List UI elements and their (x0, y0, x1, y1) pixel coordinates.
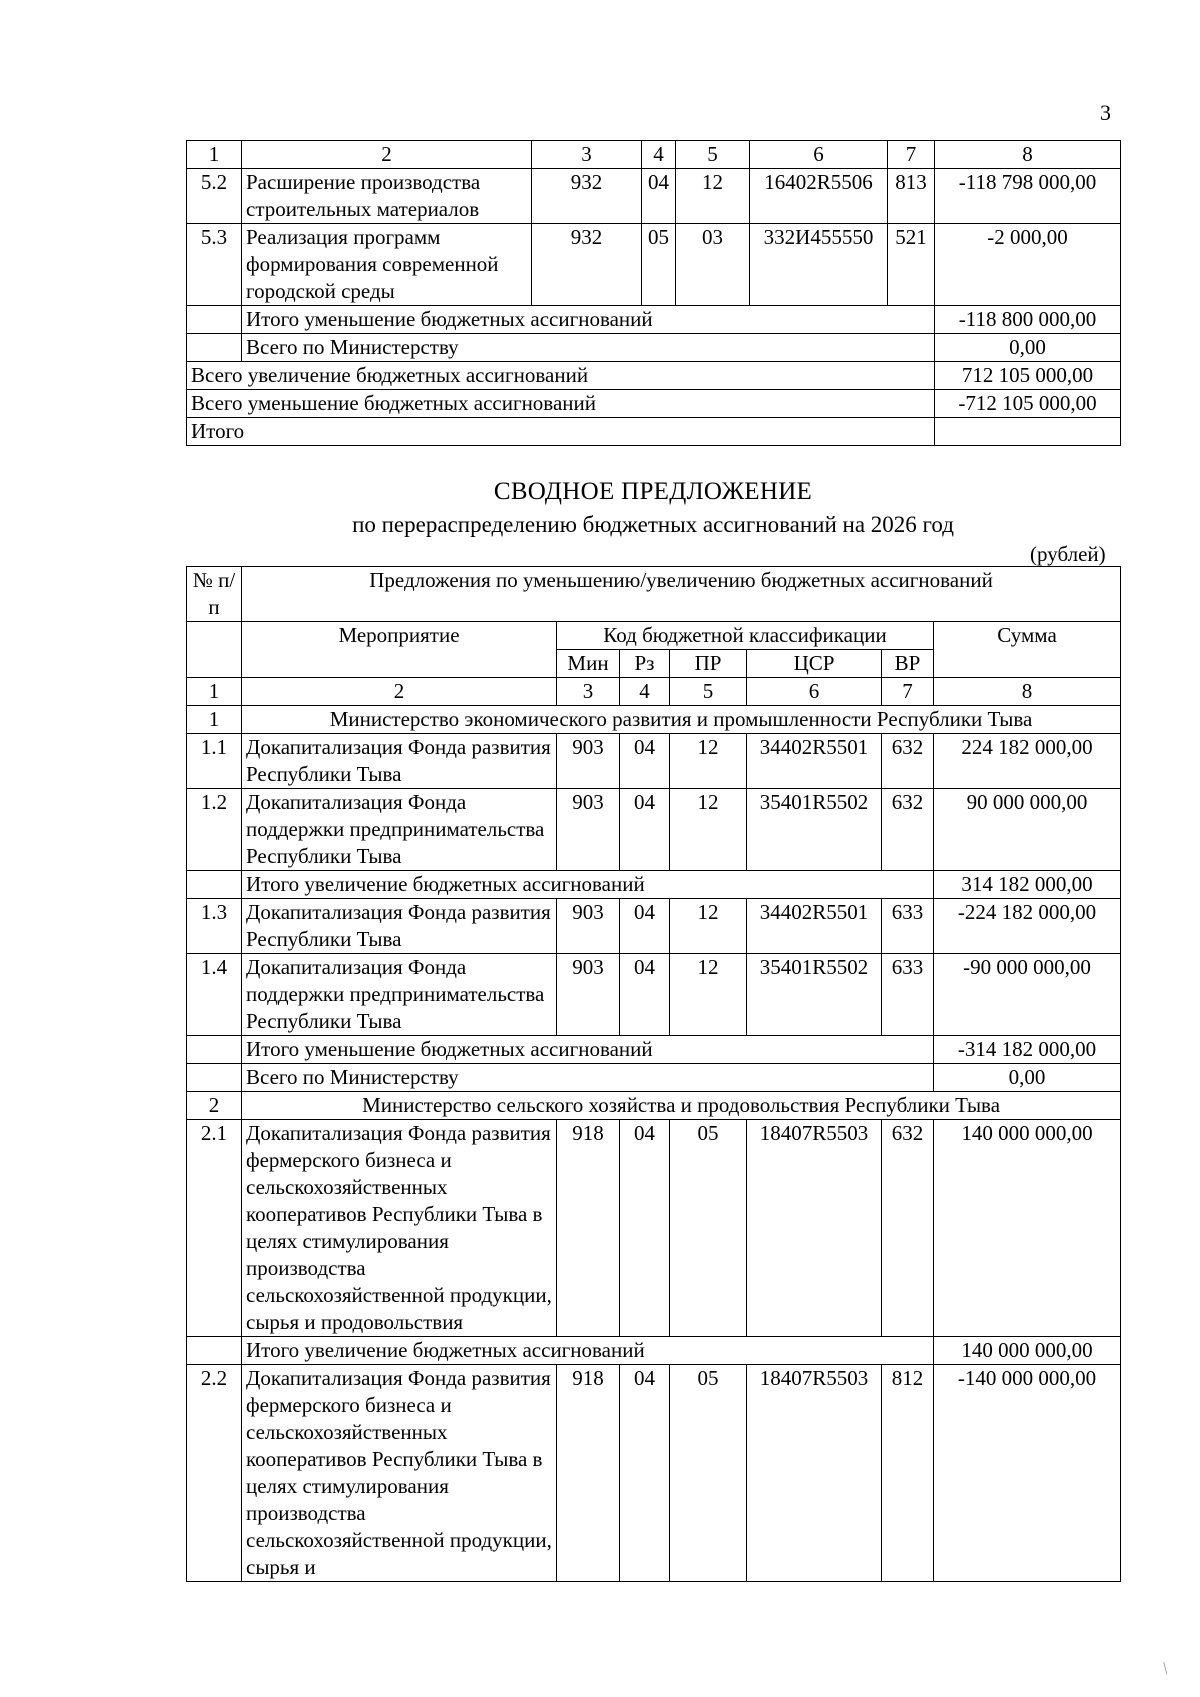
vr-header: ВР (882, 650, 934, 678)
code-pr: 03 (676, 224, 750, 306)
col-num-2: 2 (242, 678, 557, 706)
rz-header: Рз (620, 650, 670, 678)
column-numbers-row (187, 678, 1121, 706)
grand-decrease-row (187, 390, 1121, 418)
header-row (187, 141, 1121, 169)
header-row (187, 567, 1121, 622)
itogo-label: Итого (187, 418, 935, 446)
code-pr: 05 (670, 1365, 747, 1582)
event-name: Докапитализация Фонда развития Республики Тыва (242, 899, 557, 954)
section-row (187, 1092, 1121, 1120)
ministry-total-value: 0,00 (935, 334, 1121, 362)
code-csr: 332И455550 (750, 224, 888, 306)
sum-header: Сумма (934, 622, 1121, 678)
section-row (187, 706, 1121, 734)
code-vr: 632 (882, 789, 934, 871)
code-min: 932 (532, 224, 642, 306)
csr-header: ЦСР (747, 650, 882, 678)
code-pr: 12 (670, 789, 747, 871)
col-num-4: 4 (620, 678, 670, 706)
code-vr: 633 (882, 954, 934, 1036)
row-number: 2.2 (187, 1365, 242, 1582)
col-num-6: 6 (750, 141, 888, 169)
pr-header: ПР (670, 650, 747, 678)
code-csr: 18407R5503 (747, 1120, 882, 1337)
event-name: Докапитализация Фонда развития фермерского бизнеса и сельскохозяйственных кооперативов Республики Тыва в целях стимулирования производства сельскохозяйственной продукции, сырья и (242, 1365, 557, 1582)
event-name: Докапитализация Фонда развития Республики Тыва (242, 734, 557, 789)
row-number: 5.2 (187, 169, 242, 224)
col-num-7: 7 (882, 678, 934, 706)
code-min: 903 (557, 789, 620, 871)
amount: -118 798 000,00 (935, 169, 1121, 224)
code-csr: 18407R5503 (747, 1365, 882, 1582)
amount: -224 182 000,00 (934, 899, 1121, 954)
event-name: Докапитализация Фонда развития фермерского бизнеса и сельскохозяйственных кооперативов Республики Тыва в целях стимулирования производства сельскохозяйственной продукции, сырья и продовольствия (242, 1120, 557, 1337)
row-number: 1.4 (187, 954, 242, 1036)
amount: 140 000 000,00 (934, 1120, 1121, 1337)
subtotal-row (187, 1337, 1121, 1365)
ministry-total-value: 0,00 (934, 1064, 1121, 1092)
amount: -140 000 000,00 (934, 1365, 1121, 1582)
col-num-1: 1 (187, 678, 242, 706)
subtotal-row (187, 1036, 1121, 1064)
grand-decrease-value: -712 105 000,00 (935, 390, 1121, 418)
code-rz: 04 (620, 1365, 670, 1582)
code-vr: 632 (882, 1120, 934, 1337)
table-row (187, 1120, 1121, 1337)
code-rz: 04 (620, 734, 670, 789)
table-row (187, 789, 1121, 871)
amount: -90 000 000,00 (934, 954, 1121, 1036)
code-pr: 12 (670, 734, 747, 789)
amount: 90 000 000,00 (934, 789, 1121, 871)
col-num-8: 8 (934, 678, 1121, 706)
code-min: 918 (557, 1120, 620, 1337)
code-vr: 813 (888, 169, 935, 224)
subtotal-label: Итого увеличение бюджетных ассигнований (242, 871, 934, 899)
grand-decrease-label: Всего уменьшение бюджетных ассигнований (187, 390, 935, 418)
subtotal-label: Итого уменьшение бюджетных ассигнований (242, 1036, 934, 1064)
code-vr: 812 (882, 1365, 934, 1582)
subtotal-row (187, 871, 1121, 899)
code-pr: 05 (670, 1120, 747, 1337)
code-rz: 04 (620, 899, 670, 954)
proposals-header: Предложения по уменьшению/увеличению бюджетных ассигнований (242, 567, 1121, 622)
code-csr: 35401R5502 (747, 954, 882, 1036)
ministry-total-label: Всего по Министерству (242, 334, 935, 362)
row-number: 5.3 (187, 224, 242, 306)
code-min: 903 (557, 734, 620, 789)
code-csr: 34402R5501 (747, 899, 882, 954)
code-vr: 633 (882, 899, 934, 954)
col-num-5: 5 (676, 141, 750, 169)
col-num-3: 3 (557, 678, 620, 706)
code-vr: 632 (882, 734, 934, 789)
code-pr: 12 (676, 169, 750, 224)
row-number: 1.1 (187, 734, 242, 789)
code-rz: 04 (642, 169, 676, 224)
header-row (187, 622, 1121, 650)
table-row (187, 169, 1121, 224)
col-num-8: 8 (935, 141, 1121, 169)
subtotal-value: 140 000 000,00 (934, 1337, 1121, 1365)
code-rz: 04 (620, 789, 670, 871)
summary-proposal-table (186, 566, 1121, 1582)
ministry-total-row (187, 1064, 1121, 1092)
subtotal-label: Итого увеличение бюджетных ассигнований (242, 1337, 934, 1365)
document-title: СВОДНОЕ ПРЕДЛОЖЕНИЕ (493, 478, 813, 505)
code-min: 932 (532, 169, 642, 224)
col-num-3: 3 (532, 141, 642, 169)
subtotal-label: Итого уменьшение бюджетных ассигнований (242, 306, 935, 334)
scan-artifact: ⁄ (1158, 1662, 1174, 1676)
code-csr: 34402R5501 (747, 734, 882, 789)
row-number: 2.1 (187, 1120, 242, 1337)
code-min: 918 (557, 1365, 620, 1582)
ministry-total-row (187, 334, 1121, 362)
itogo-value (935, 418, 1121, 446)
event-name: Реализация программ формирования современной городской среды (242, 224, 532, 306)
ministry-total-label: Всего по Министерству (242, 1064, 934, 1092)
table-row (187, 734, 1121, 789)
code-rz: 05 (642, 224, 676, 306)
code-pr: 12 (670, 899, 747, 954)
continuation-table (186, 140, 1121, 446)
itogo-row (187, 418, 1121, 446)
code-header: Код бюджетной классификации (557, 622, 934, 650)
table-row (187, 224, 1121, 306)
section-title: Министерство сельского хозяйства и продовольствия Республики Тыва (242, 1092, 1121, 1120)
col-num-6: 6 (747, 678, 882, 706)
table-row (187, 954, 1121, 1036)
table-row (187, 899, 1121, 954)
event-name: Расширение производства строительных материалов (242, 169, 532, 224)
code-csr: 16402R5506 (750, 169, 888, 224)
col-num-4: 4 (642, 141, 676, 169)
event-name: Докапитализация Фонда поддержки предпринимательства Республики Тыва (242, 789, 557, 871)
code-vr: 521 (888, 224, 935, 306)
code-rz: 04 (620, 954, 670, 1036)
col-num-5: 5 (670, 678, 747, 706)
subtotal-value: -314 182 000,00 (934, 1036, 1121, 1064)
section-number: 2 (187, 1092, 242, 1120)
code-min: 903 (557, 899, 620, 954)
section-title: Министерство экономического развития и промышленности Республики Тыва (242, 706, 1121, 734)
amount: 224 182 000,00 (934, 734, 1121, 789)
grand-increase-row (187, 362, 1121, 390)
code-csr: 35401R5502 (747, 789, 882, 871)
subtotal-value: 314 182 000,00 (934, 871, 1121, 899)
section-number: 1 (187, 706, 242, 734)
subtotal-row (187, 306, 1121, 334)
code-pr: 12 (670, 954, 747, 1036)
grand-increase-value: 712 105 000,00 (935, 362, 1121, 390)
event-name: Докапитализация Фонда поддержки предпринимательства Республики Тыва (242, 954, 557, 1036)
code-rz: 04 (620, 1120, 670, 1337)
event-header: Мероприятие (242, 622, 557, 678)
units-label: (рублей) (1030, 542, 1106, 566)
min-header: Мин (557, 650, 620, 678)
amount: -2 000,00 (935, 224, 1121, 306)
table-row (187, 1365, 1121, 1582)
col-num-7: 7 (888, 141, 935, 169)
col-num-1: 1 (187, 141, 242, 169)
grand-increase-label: Всего увеличение бюджетных ассигнований (187, 362, 935, 390)
col-num-2: 2 (242, 141, 532, 169)
num-header: № п/п (187, 567, 242, 622)
document-subtitle: по перераспределению бюджетных ассигнований на 2026 год (352, 512, 954, 537)
subtotal-value: -118 800 000,00 (935, 306, 1121, 334)
code-min: 903 (557, 954, 620, 1036)
row-number: 1.2 (187, 789, 242, 871)
page-number: 3 (1100, 100, 1111, 125)
row-number: 1.3 (187, 899, 242, 954)
